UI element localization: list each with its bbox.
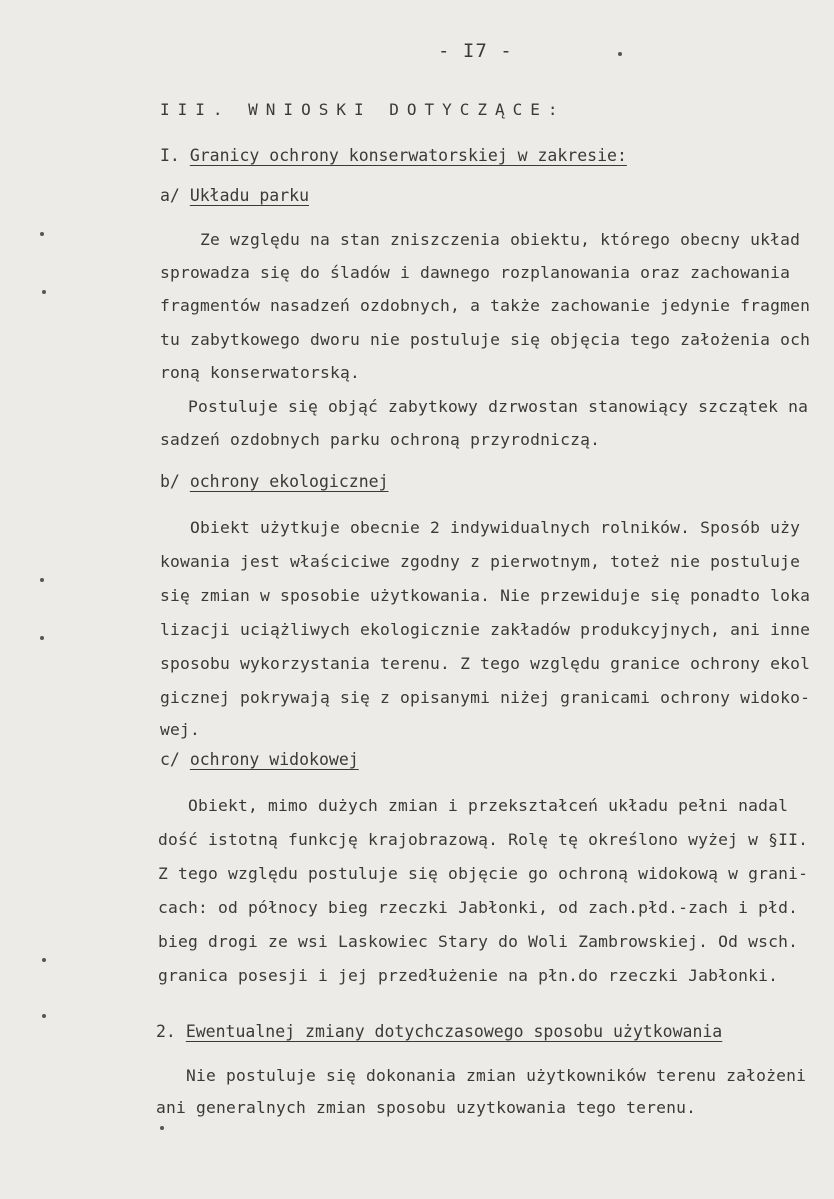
section-heading: III. WNIOSKI DOTYCZĄCE: xyxy=(160,100,566,119)
subsection-a-title: Układu parku xyxy=(189,186,310,205)
subsection-b-title-row xyxy=(160,472,389,491)
text-line: Obiekt użytkuje obecnie 2 indywidualnych rolników. Sposób uży xyxy=(190,518,801,537)
scan-speck xyxy=(42,958,46,962)
section2-prefix: 2. xyxy=(156,1022,176,1041)
scan-speck xyxy=(618,52,622,56)
text-line: Ze względu na stan zniszczenia obiektu, którego obecny układ xyxy=(200,230,801,249)
text-line: gicznej pokrywają się z opisanymi niżej granicami ochrony widoko- xyxy=(160,688,811,707)
text-line: się zmian w sposobie użytkowania. Nie przewiduje się ponadto loka xyxy=(160,586,811,605)
text-line: lizacji uciążliwych ekologicznie zakładów produkcyjnych, ani inne xyxy=(160,620,811,639)
subsection-b-title: ochrony ekologicznej xyxy=(189,472,389,491)
subsection-b-prefix: b/ xyxy=(160,472,180,491)
section1-title-row xyxy=(160,146,627,165)
subsection-c-title-row xyxy=(160,750,359,769)
scan-speck xyxy=(40,636,44,640)
scan-speck xyxy=(42,1014,46,1018)
text-line: Postuluje się objąć zabytkowy dzrwostan stanowiący szczątek na xyxy=(188,397,809,416)
text-line: sposobu wykorzystania terenu. Z tego względu granice ochrony ekol xyxy=(160,654,811,673)
text-line: bieg drogi ze wsi Laskowiec Stary do Woli Zambrowskiej. Od wsch. xyxy=(158,932,799,951)
subsection-c-title: ochrony widokowej xyxy=(189,750,359,769)
scan-speck xyxy=(40,232,44,236)
text-line: wej. xyxy=(160,720,201,739)
text-line: sadzeń ozdobnych parku ochroną przyrodniczą. xyxy=(160,430,601,449)
page-number: - I7 - xyxy=(438,40,513,62)
text-line: ani generalnych zmian sposobu uzytkowania tego terenu. xyxy=(156,1098,697,1117)
section2-title-row xyxy=(156,1022,722,1041)
text-line: Obiekt, mimo dużych zmian i przekształceń układu pełni nadal xyxy=(188,796,789,815)
scan-speck xyxy=(160,1126,164,1130)
section2-title: Ewentualnej zmiany dotychczasowego sposobu użytkowania xyxy=(185,1022,723,1041)
section1-prefix: I. xyxy=(160,146,180,165)
text-line: cach: od północy bieg rzeczki Jabłonki, od zach.płd.-zach i płd. xyxy=(158,898,799,917)
scan-speck xyxy=(42,290,46,294)
text-line: fragmentów nasadzeń ozdobnych, a także zachowanie jedynie fragmen xyxy=(160,296,811,315)
section1-title: Granicy ochrony konserwatorskiej w zakresie: xyxy=(189,146,627,165)
text-line: kowania jest właściciwe zgodny z pierwotnym, toteż nie postuluje xyxy=(160,552,801,571)
text-line: roną konserwatorską. xyxy=(160,363,361,382)
text-line: sprowadza się do śladów i dawnego rozplanowania oraz zachowania xyxy=(160,263,791,282)
scan-speck xyxy=(40,578,44,582)
text-line: tu zabytkowego dworu nie postuluje się objęcia tego założenia och xyxy=(160,330,811,349)
subsection-c-prefix: c/ xyxy=(160,750,180,769)
text-line: granica posesji i jej przedłużenie na płn.do rzeczki Jabłonki. xyxy=(158,966,779,985)
subsection-a-title-row xyxy=(160,186,309,205)
text-line: Nie postuluje się dokonania zmian użytkowników terenu założeni xyxy=(186,1066,807,1085)
text-line: Z tego względu postuluje się objęcie go ochroną widokową w grani- xyxy=(158,864,809,883)
subsection-a-prefix: a/ xyxy=(160,186,180,205)
text-line: dość istotną funkcję krajobrazową. Rolę tę określono wyżej w §II. xyxy=(158,830,809,849)
